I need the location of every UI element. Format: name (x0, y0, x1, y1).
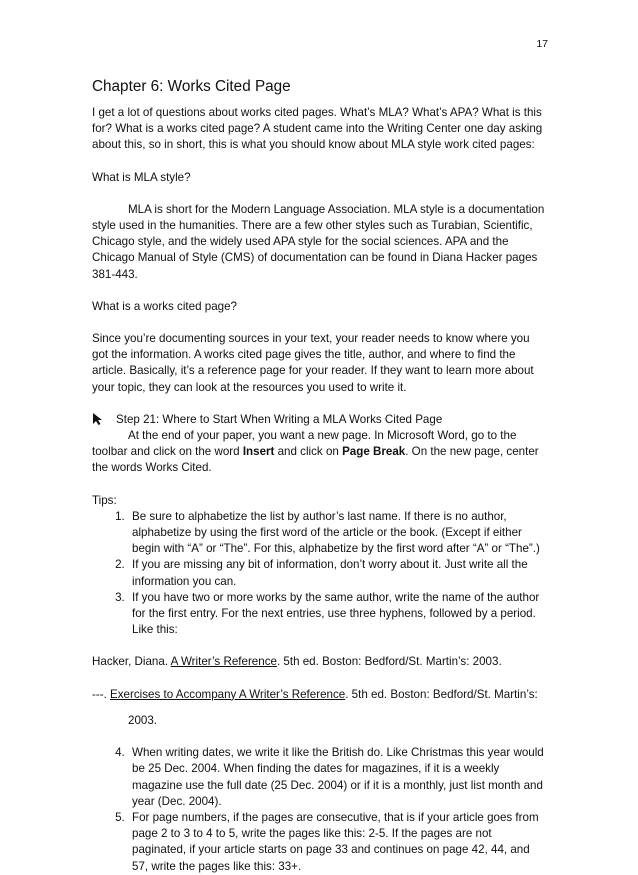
citation-hyphens: ---. (92, 687, 111, 701)
step-heading-row (92, 412, 548, 428)
step-body-text-1: At the end of your paper, you want a new page. In Microsoft Word, go to the toolbar and click on the word (92, 429, 517, 459)
tips-list (92, 509, 548, 639)
list-item: 2. If you are missing any bit of information, don’t worry about it. Just write all the information you can. (128, 557, 548, 589)
question-works-cited: What is a works cited page? (92, 299, 237, 313)
chapter-title: Chapter 6: Works Cited Page (92, 78, 291, 95)
citation-author: Hacker, Diana. (92, 655, 171, 669)
step-bold-page-break: Page Break (342, 445, 406, 459)
list-item: 3. If you have two or more works by the same author, write the name of the author for the first entry. For the next entries, use three hyphens, followed by a period. Like this: (128, 590, 548, 639)
citation-example-2 (92, 687, 548, 703)
step-body (92, 428, 548, 477)
page-number: 17 (536, 38, 548, 50)
step-21-block (92, 412, 548, 477)
list-item: 4. When writing dates, we write it like the British do. Like Christmas this year would be 25 Dec. 2004. When finding the dates for magazines, if it is a weekly magazine use the full date (25 Dec. 2004) or if it is a monthly, just list month and year (Dec. 2004). (128, 745, 548, 810)
step-heading: Step 21: Where to Start When Writing a MLA Works Cited Page (116, 412, 443, 426)
tips-list-continued (92, 745, 548, 875)
citation-example-1 (92, 654, 548, 670)
list-item: 5. For page numbers, if the pages are consecutive, that is if your article goes from page 2 to 3 to 4 to 5, write the pages like this: 2-5. If the pages are not paginated, if your article starts on page 33 and continues on page 42, 44, and 57, write the pages like this: 33+. (128, 810, 548, 875)
question-mla-style: What is MLA style? (92, 170, 191, 184)
answer-works-cited: Since you’re documenting sources in your text, your reader needs to know where you got the information. A works cited page gives the title, author, and where to find the article. Basically, it’s a reference page for your reader. If they want to learn more about your topic, they can look at the resources you used to write it. (92, 332, 534, 394)
intro-paragraph: I get a lot of questions about works cited pages. What’s MLA? What’s APA? What is this for? What is a works cited page? A student came into the Writing Center one day asking about this, so in short, this is what you should know about MLA style work cited pages: (92, 106, 543, 152)
step-body-text-2: and click on (274, 445, 343, 459)
citation-details: . 5th ed. Boston: Bedford/St. Martin’s: (345, 687, 538, 701)
tips-label: Tips: (92, 493, 117, 507)
mouse-pointer-icon (92, 412, 108, 428)
list-item: 1. Be sure to alphabetize the list by author’s last name. If there is no author, alphabetize by using the first word of the article or the book. (Except if either begin with “A” or “The”. For this, alphabetize by the first word after “A” or “The”.) (128, 509, 548, 558)
citation-details: . 5th ed. Boston: Bedford/St. Martin’s: 2003. (276, 655, 502, 669)
step-bold-insert: Insert (242, 445, 275, 459)
citation-title: A Writer’s Reference (170, 655, 277, 669)
answer-mla-style: MLA is short for the Modern Language Association. MLA style is a documentation style used in the humanities. There are a few other styles such as Turabian, Scientific, Chicago style, and the widely used APA style for the social sciences. APA and the Chicago Manual of Style (CMS) of documentation can be found in Diana Hacker pages 381-443. (92, 202, 545, 281)
citation-continuation: 2003. (128, 713, 158, 727)
step-body-text-3: . On the new page, center the words Works Cited. (92, 445, 539, 475)
page-content (92, 77, 548, 875)
citation-title: Exercises to Accompany A Writer’s Reference (110, 687, 346, 701)
